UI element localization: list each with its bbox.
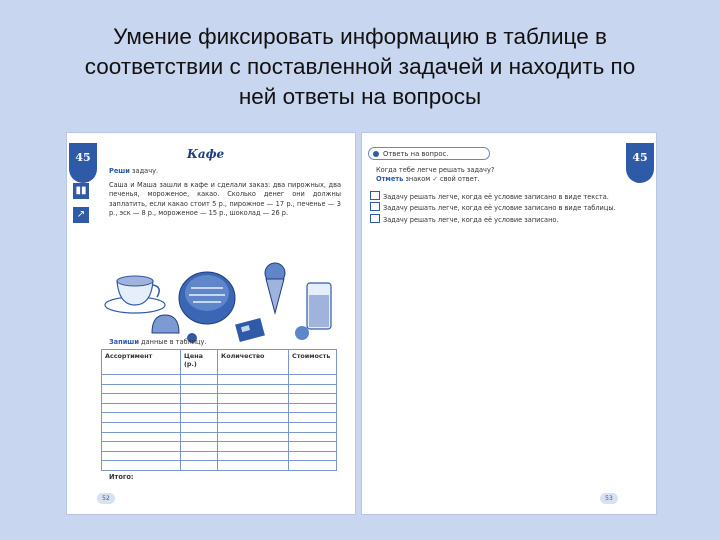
answer-option[interactable] — [370, 214, 628, 225]
table-cell[interactable] — [102, 413, 181, 423]
table-row — [102, 432, 337, 442]
table-cell[interactable] — [218, 422, 289, 432]
table-header-row — [102, 350, 337, 375]
table-row — [102, 403, 337, 413]
checkbox[interactable] — [370, 202, 380, 211]
question-text: Когда тебе легче решать задачу? — [376, 166, 495, 174]
table-row — [102, 422, 337, 432]
table-cell[interactable] — [289, 403, 337, 413]
task-text: Саша и Маша зашли в кафе и сделали заказ: два пирожных, два печенья, мороженое, какао. Сколько денег они должны заплатить, если какао стоит 5 р., пирожное — 17 р., печенье — 3 р., эск — 8 р., мороженое — 15 р., шоколад — 26 р. — [109, 181, 341, 218]
answer-question-label: Ответь на вопрос. — [383, 150, 449, 158]
slide-title-line-2: соответствии с поставленной задачей и находить по — [84, 54, 636, 79]
table-row — [102, 384, 337, 394]
textbook-page-left — [67, 133, 355, 514]
table-cell[interactable] — [218, 384, 289, 394]
table-instruction-verb: Запиши — [109, 338, 139, 346]
answer-instruction-verb: Отметь — [376, 175, 404, 184]
column-header-assortment: Ассортимент — [102, 350, 181, 375]
answer-options — [370, 191, 628, 225]
table-cell[interactable] — [181, 394, 218, 404]
table-instruction — [109, 338, 207, 347]
checkmark-icon: ✓ — [432, 175, 438, 184]
table-cell[interactable] — [181, 422, 218, 432]
table-cell[interactable] — [102, 384, 181, 394]
answer-option[interactable] — [370, 202, 628, 213]
table-cell[interactable] — [218, 403, 289, 413]
checkbox[interactable] — [370, 214, 380, 223]
table-cell[interactable] — [289, 461, 337, 471]
table-cell[interactable] — [102, 394, 181, 404]
table-cell[interactable] — [181, 442, 218, 452]
slide-title — [20, 22, 700, 112]
table-cell[interactable] — [289, 442, 337, 452]
textbook-page-right — [362, 133, 656, 514]
bullet-icon — [373, 151, 379, 157]
glass-icon — [307, 283, 331, 329]
table-cell[interactable] — [102, 461, 181, 471]
table-cell[interactable] — [289, 432, 337, 442]
answer-question-pill — [368, 147, 490, 160]
task-instruction-rest: задачу. — [132, 167, 159, 175]
table-cell[interactable] — [289, 451, 337, 461]
table-cell[interactable] — [102, 403, 181, 413]
table-cell[interactable] — [102, 451, 181, 461]
column-header-cost: Стоимость — [289, 350, 337, 375]
table-cell[interactable] — [181, 432, 218, 442]
page-heading: Кафе — [187, 147, 225, 161]
table-row — [102, 451, 337, 461]
task-instruction — [109, 167, 158, 176]
ice-cream-cone-icon — [265, 263, 285, 313]
table-cell[interactable] — [289, 394, 337, 404]
fruit-icon — [295, 326, 309, 340]
table-cell[interactable] — [218, 461, 289, 471]
table-row — [102, 375, 337, 385]
pencil-icon: ↗ — [73, 207, 89, 223]
table-cell[interactable] — [181, 403, 218, 413]
page-number: 52 — [97, 493, 115, 504]
task-instruction-verb: Реши — [109, 167, 130, 175]
total-label: Итого: — [109, 473, 134, 481]
table-cell[interactable] — [289, 384, 337, 394]
answer-option-text: Задачу решать легче, когда её условие записано. — [383, 215, 559, 224]
column-header-price: Цена (р.) — [181, 350, 218, 375]
cafe-food-illustration — [97, 243, 347, 343]
table-cell[interactable] — [181, 413, 218, 423]
table-row — [102, 413, 337, 423]
table-cell[interactable] — [181, 451, 218, 461]
answer-option[interactable] — [370, 191, 628, 202]
lesson-number-badge: 45 — [69, 143, 97, 183]
cake-icon — [179, 272, 235, 324]
answer-option-text: Задачу решать легче, когда её условие записано в виде таблицы. — [383, 204, 616, 213]
table-cell[interactable] — [102, 432, 181, 442]
table-cell[interactable] — [181, 375, 218, 385]
table-cell[interactable] — [218, 442, 289, 452]
cupcake-icon — [152, 315, 179, 333]
book-icon: ▮▮ — [73, 183, 89, 199]
table-row — [102, 394, 337, 404]
table-cell[interactable] — [102, 375, 181, 385]
table-instruction-rest: данные в таблицу. — [141, 338, 207, 346]
answer-option-text: Задачу решать легче, когда её условие записано в виде текста. — [383, 193, 609, 201]
table-cell[interactable] — [218, 413, 289, 423]
slide-title-line-1: Умение фиксировать информацию в таблице в — [113, 24, 607, 49]
cocoa-cup-icon — [105, 276, 165, 313]
slide-title-line-3: ней ответы на вопросы — [238, 84, 482, 109]
table-cell[interactable] — [289, 413, 337, 423]
checkbox[interactable] — [370, 191, 380, 200]
table-cell[interactable] — [218, 375, 289, 385]
column-header-quantity: Количество — [218, 350, 289, 375]
table-cell[interactable] — [181, 461, 218, 471]
answer-instruction — [376, 175, 606, 184]
table-cell[interactable] — [181, 384, 218, 394]
question-block — [376, 166, 606, 185]
answer-instruction-rest-2: свой ответ. — [440, 175, 480, 184]
data-entry-table — [101, 349, 337, 471]
table-cell[interactable] — [289, 375, 337, 385]
table-cell[interactable] — [289, 422, 337, 432]
page-number: 53 — [600, 493, 618, 504]
table-row — [102, 461, 337, 471]
table-cell[interactable] — [102, 442, 181, 452]
table-cell[interactable] — [218, 432, 289, 442]
answer-instruction-rest-1: знаком — [405, 175, 431, 184]
table-cell[interactable] — [218, 451, 289, 461]
chocolate-bar-icon — [235, 318, 265, 342]
table-cell[interactable] — [218, 394, 289, 404]
table-row — [102, 442, 337, 452]
lesson-number-badge: 45 — [626, 143, 654, 183]
table-cell[interactable] — [102, 422, 181, 432]
